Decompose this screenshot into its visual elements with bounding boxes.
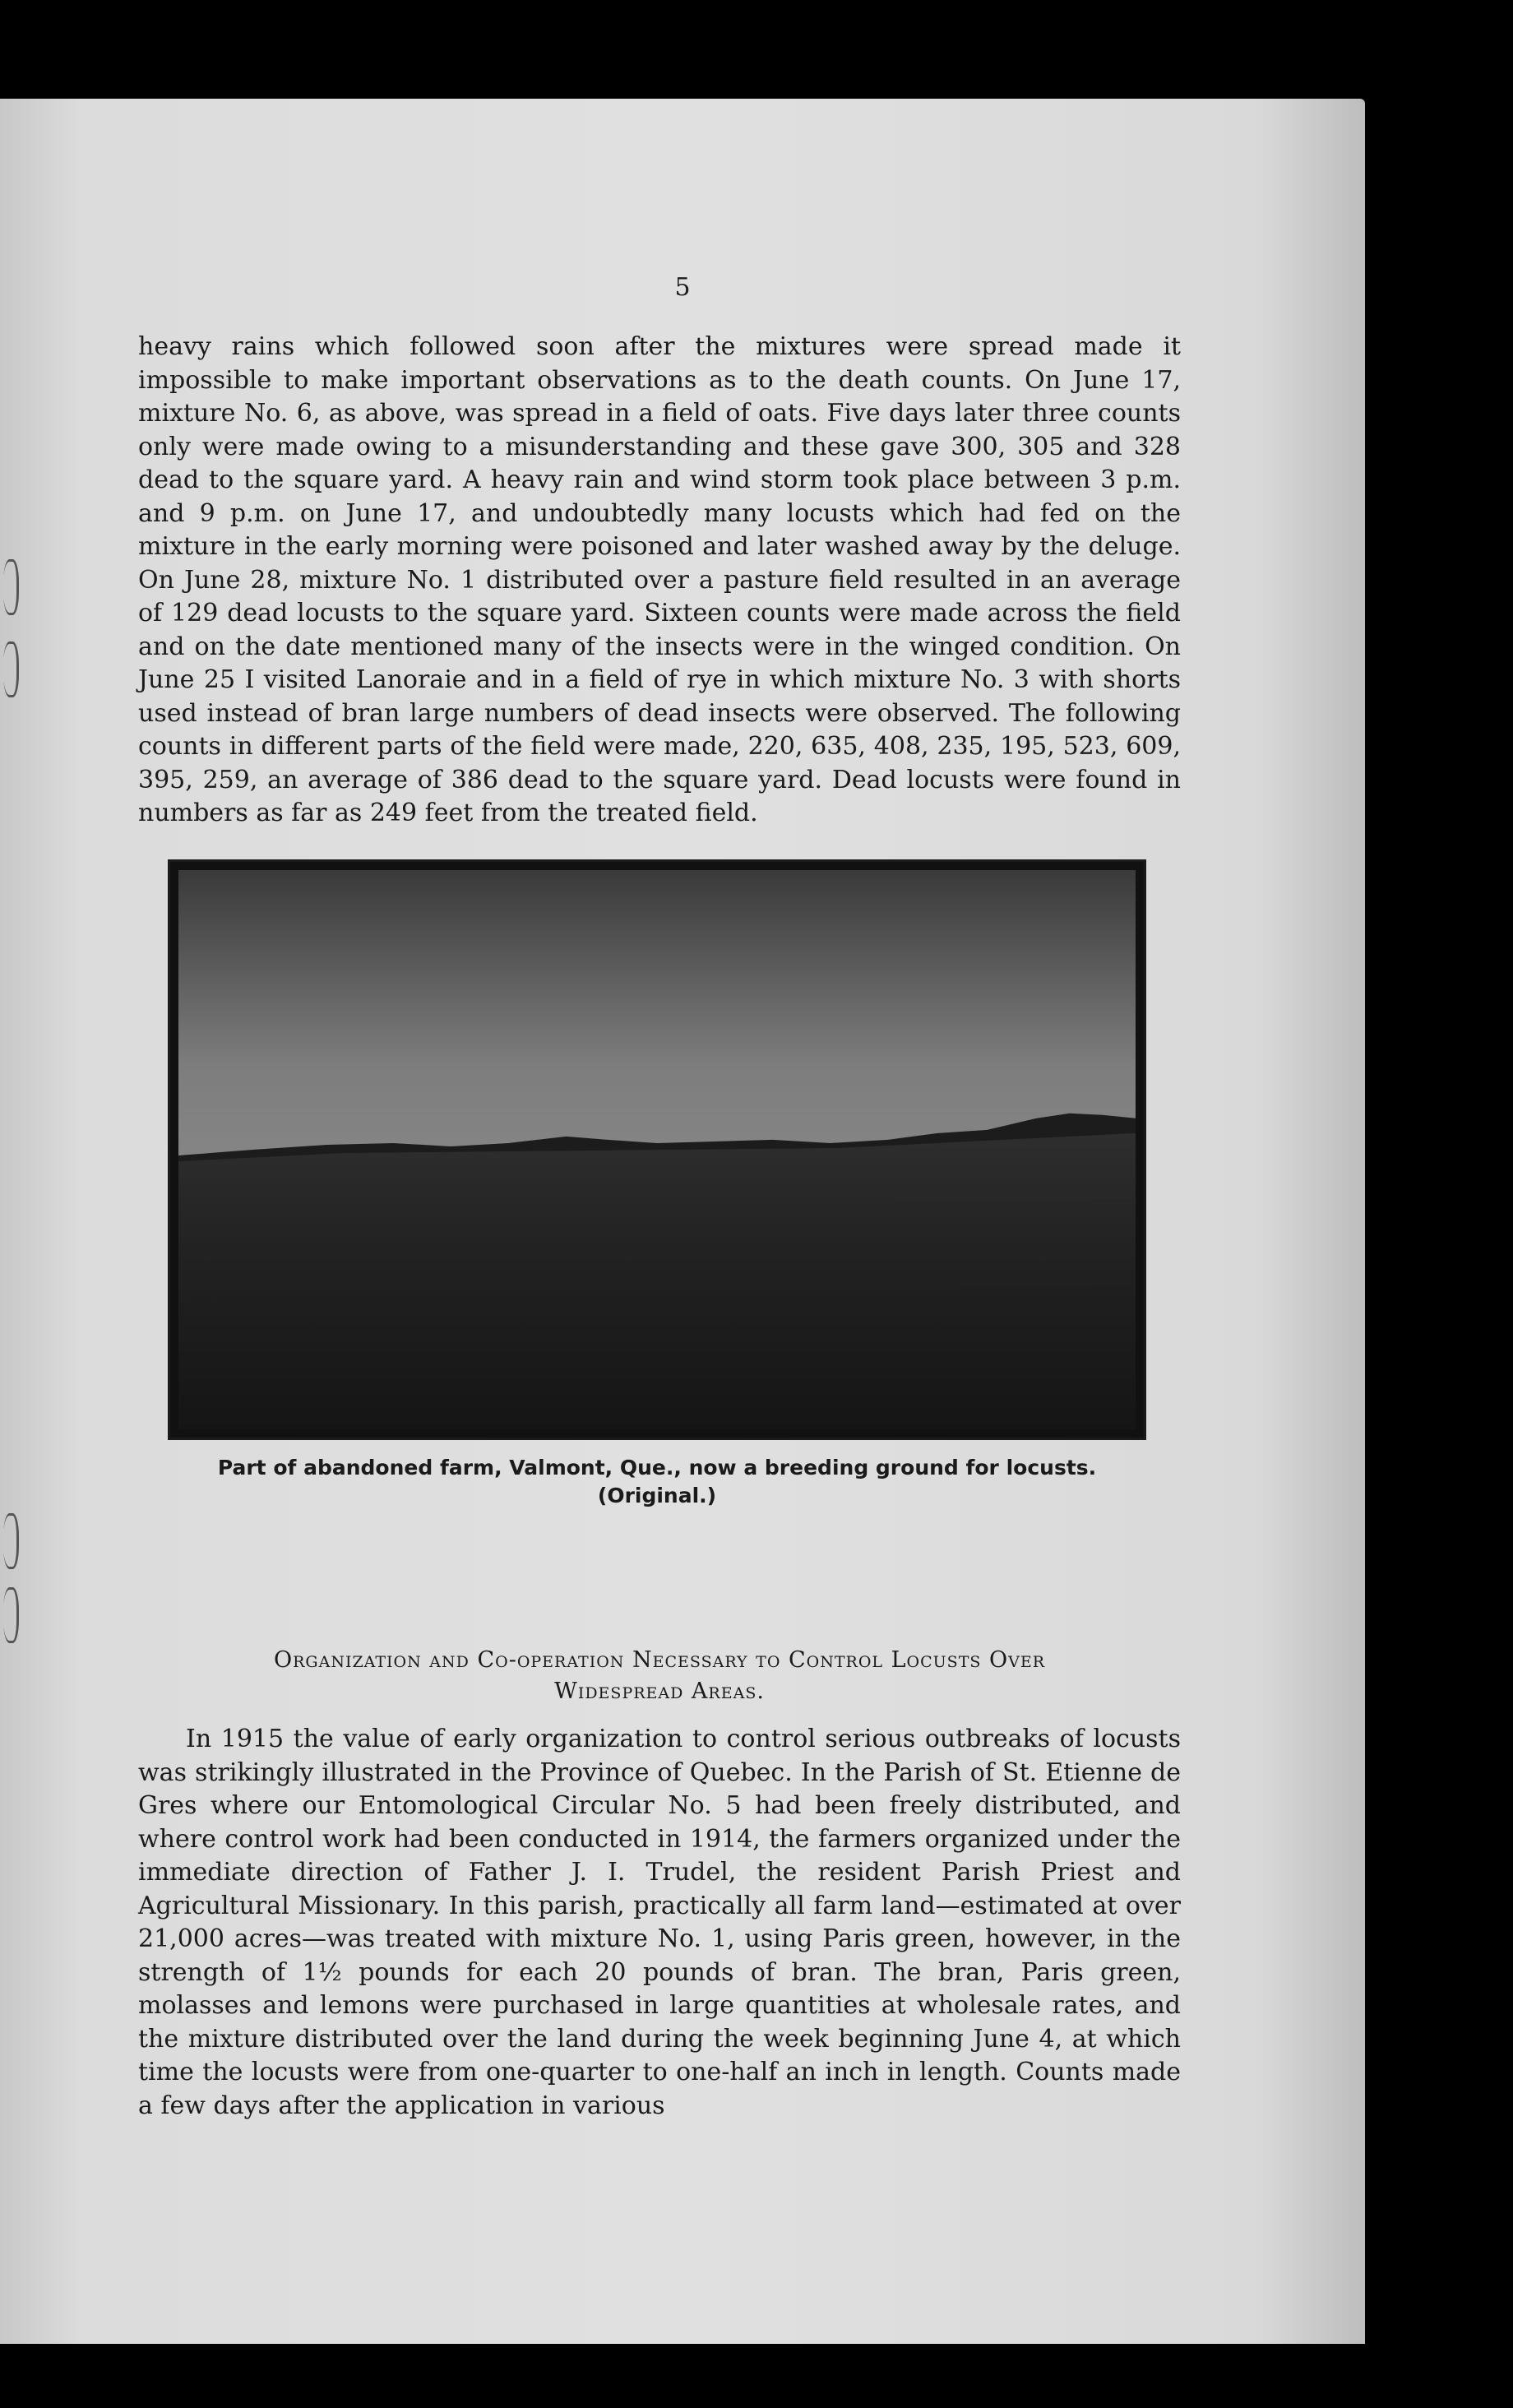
binding-hole	[3, 641, 19, 697]
body-paragraph-1: heavy rains which followed soon after the mixtures were spread made it impossible to make important observations as to the death counts. On June 17, mixture No. 6, as above, was spread in a field of oats. Five days later three counts only were made owing to a misunderstanding and these gave 300, 305 and 328 dead to the square yard. A heavy rain and wind storm took place between 3 p.m. and 9 p.m. on June 17, and undoubtedly many locusts which had fed on the mixture in the early morning were poisoned and later washed away by the deluge. On June 28, mixture No. 1 distributed over a pasture field resulted in an average of 129 dead locusts to the square yard. Sixteen counts were made across the field and on the date mentioned many of the insects were in the winged condition. On June 25 I visited Lanoraie and in a field of rye in which mixture No. 3 with shorts used instead of bran large numbers of dead insects were observed. The following counts in different parts of the field were made, 220, 635, 408, 235, 195, 523, 609, 395, 259, an average of 386 dead to the square yard. Dead locusts were found in numbers as far as 249 feet from the treated field.	[138, 332, 1181, 827]
section-heading-line-2: Widespread Areas.	[554, 1679, 765, 1704]
caption-line-2: (Original.)	[597, 1484, 717, 1507]
binding-hole	[3, 1587, 19, 1643]
landscape-photo	[178, 870, 1136, 1429]
figure-caption	[168, 1454, 1146, 1510]
binding-hole	[3, 1513, 19, 1569]
binding-hole	[3, 559, 19, 615]
page-number: 5	[674, 273, 691, 302]
book-page	[0, 99, 1365, 2344]
section-heading-line-1: Organization and Co-operation Necessary to Control Locusts Over	[273, 1647, 1045, 1673]
body-paragraph-2: In 1915 the value of early organization to control serious outbreaks of locusts was strikingly illustrated in the Province of Quebec. In the Parish of St. Etienne de Gres where our Entomological Circular No. 5 had been freely distributed, and where control work had been conducted in 1914, the farmers organized under the immediate direction of Father J. I. Trudel, the resident Parish Priest and Agricultural Missionary. In this parish, practically all farm land—estimated at over 21,000 acres—was treated with mixture No. 1, using Paris green, however, in the strength of 1½ pounds for each 20 pounds of bran. The bran, Paris green, molasses and lemons were purchased in large quantities at wholesale rates, and the mixture distributed over the land during the week beginning June 4, at which time the locusts were from one-quarter to one-half an inch in length. Counts made a few days after the application in various	[138, 1725, 1181, 2120]
photograph-abandoned-farm	[168, 859, 1146, 1440]
caption-line-1: Part of abandoned farm, Valmont, Que., now a breeding ground for locusts.	[217, 1456, 1097, 1480]
section-heading	[138, 1645, 1181, 1707]
